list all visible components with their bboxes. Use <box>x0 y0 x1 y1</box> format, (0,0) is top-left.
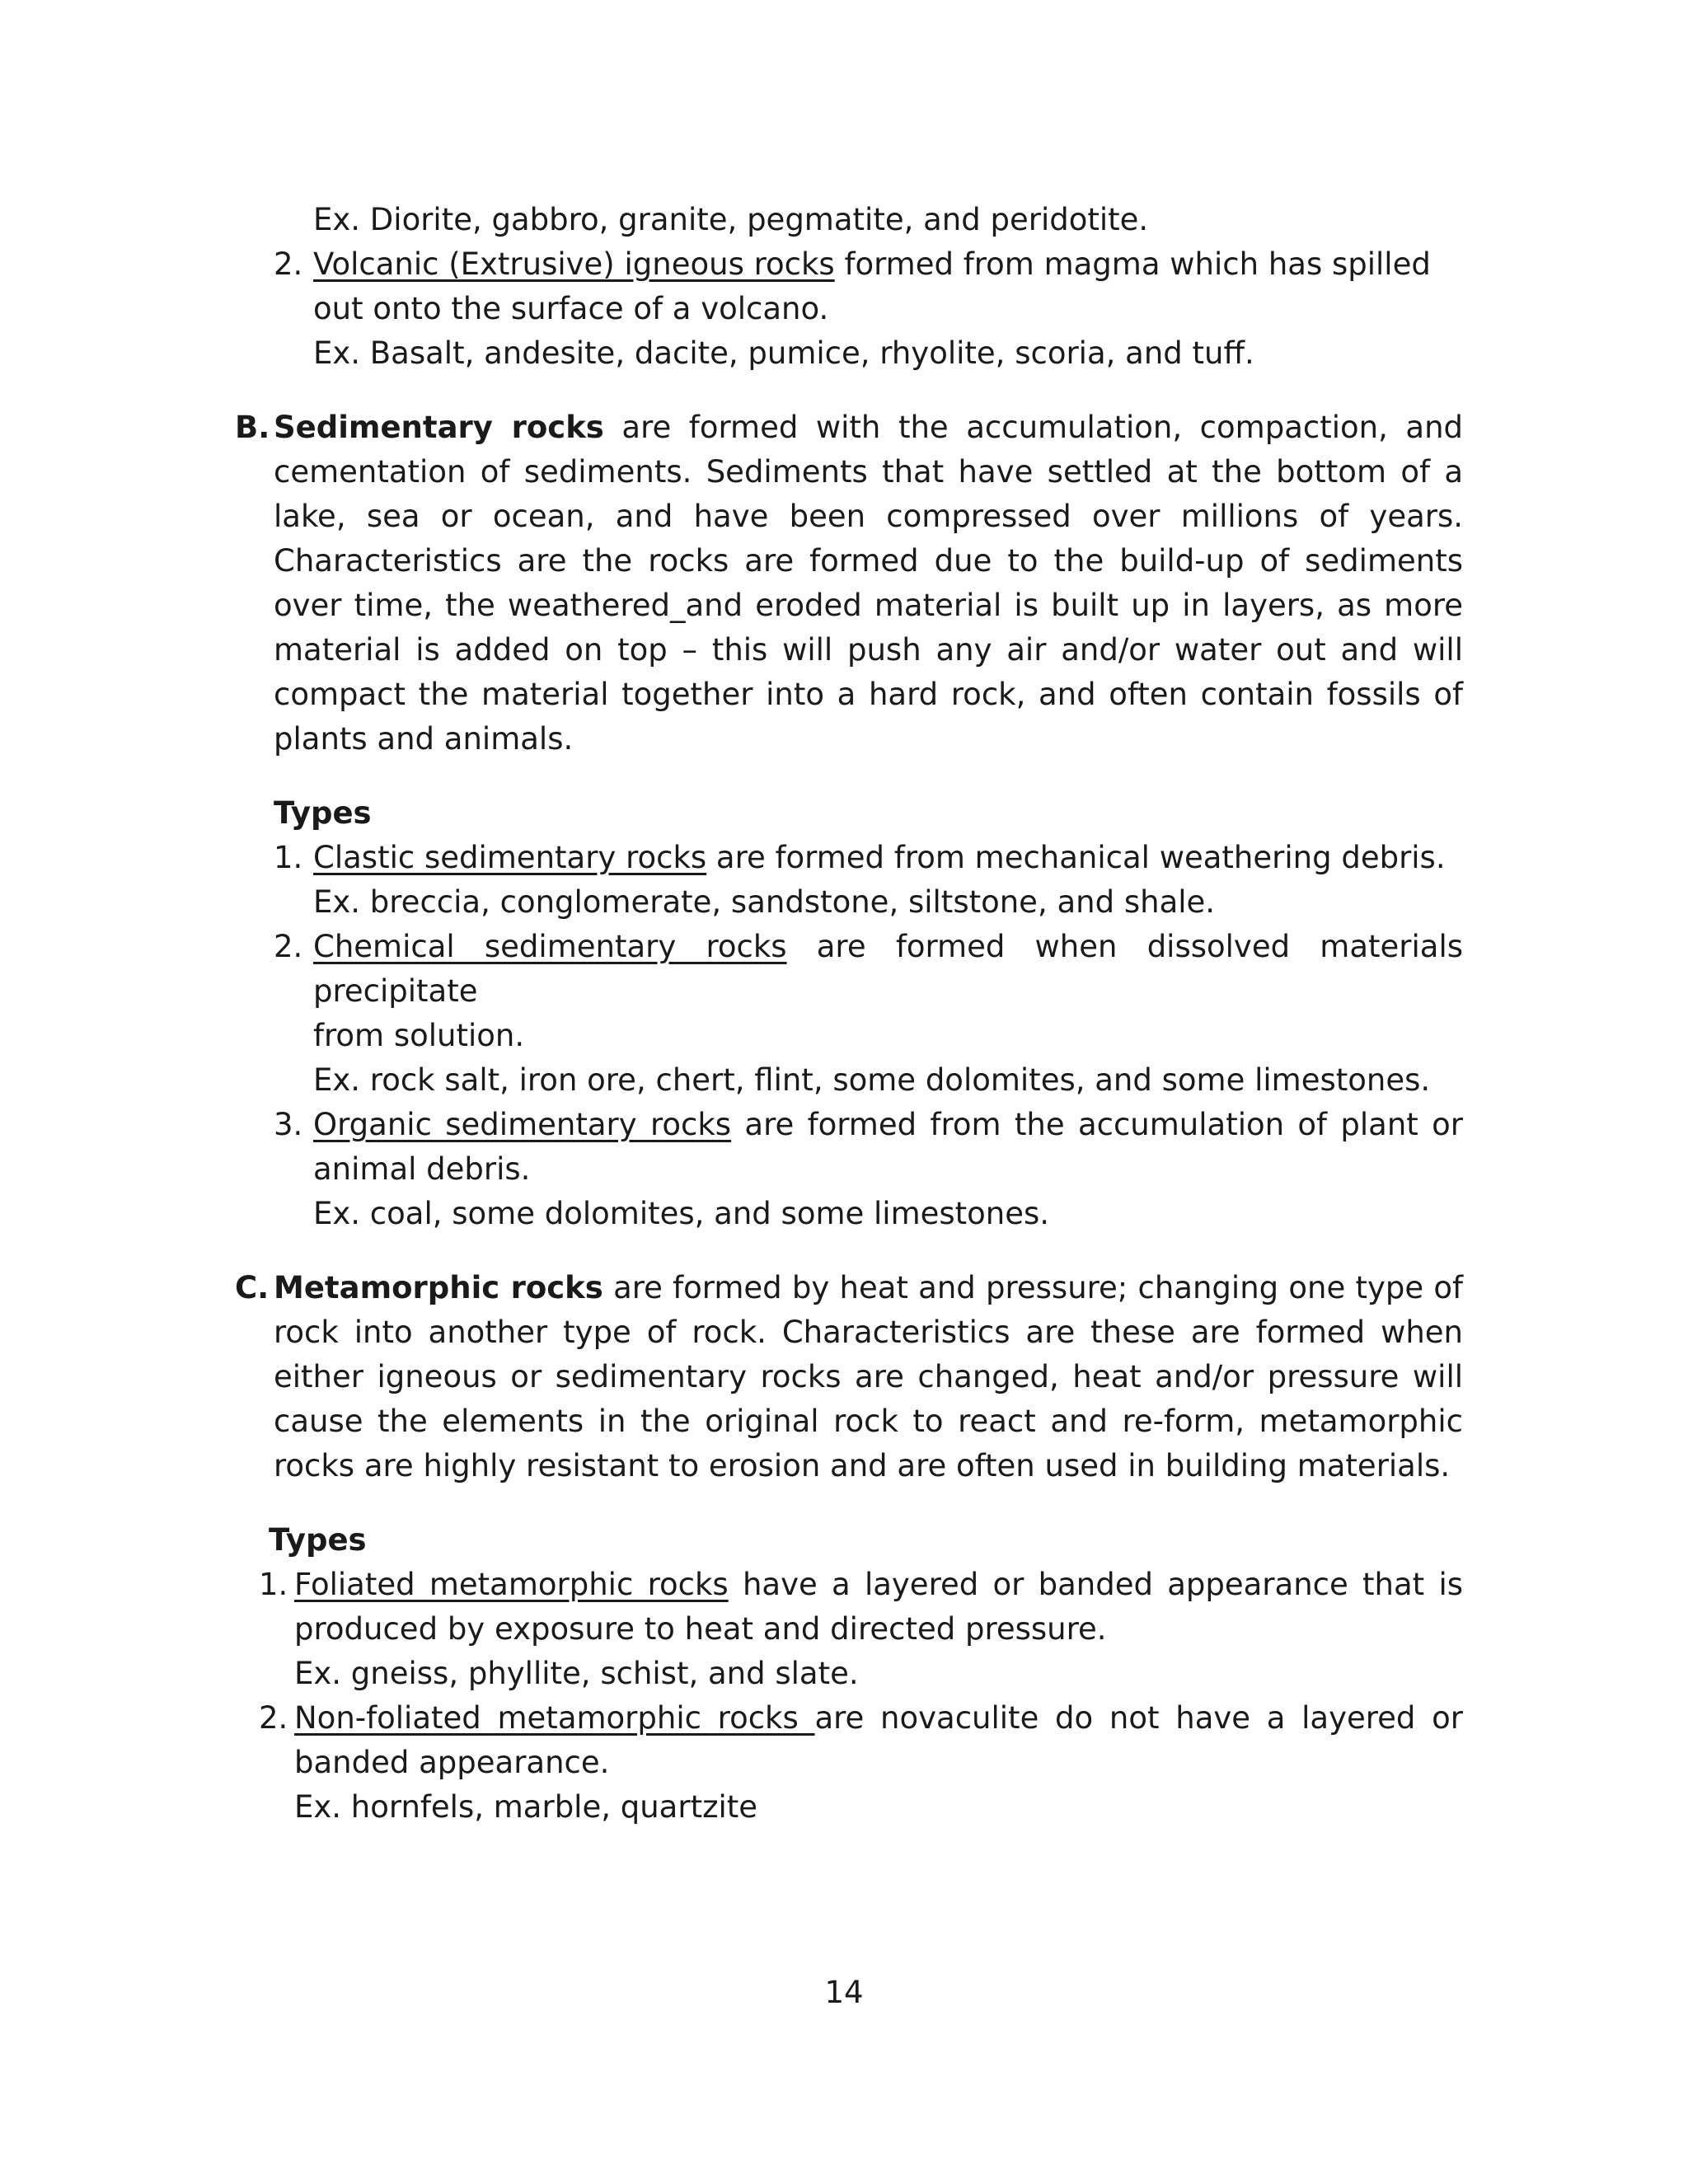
sedimentary-types-heading: Types <box>274 795 372 831</box>
paragraph-text: are formed by heat and pressure; changing one type of <box>603 1270 1464 1305</box>
sedimentary-paragraph-line-5: over time, the weathered_and eroded material is built up in layers, as more <box>274 588 1463 623</box>
term-organic-sedimentary: Organic sedimentary rocks <box>313 1107 732 1142</box>
item-text: have a layered or banded appearance that is <box>728 1567 1463 1602</box>
sedimentary-paragraph-line-2: cementation of sediments. Sediments that have settled at the bottom of a <box>274 454 1463 490</box>
item-text: are formed from the accumulation of plant or <box>731 1107 1464 1142</box>
term-non-foliated-metamorphic: Non-foliated metamorphic rocks <box>294 1700 815 1736</box>
page-number: 14 <box>824 1975 864 2010</box>
sedimentary-type-3 <box>235 1103 1463 1147</box>
sedimentary-paragraph-line-4: Characteristics are the rocks are formed due to the build-up of sediments <box>274 543 1463 579</box>
item-text: are formed when dissolved materials <box>786 929 1463 964</box>
metamorphic-paragraph-line-2: rock into another type of rock. Characteristics are these are formed when <box>274 1315 1463 1350</box>
igneous-intrusive-examples: Ex. Diorite, gabbro, granite, pegmatite, and peridotite. <box>313 202 1149 237</box>
igneous-extrusive-examples: Ex. Basalt, andesite, dacite, pumice, rhyolite, scoria, and tuff. <box>313 335 1254 371</box>
metamorphic-paragraph-line-4: cause the elements in the original rock to react and re-form, metamorphic <box>274 1404 1463 1439</box>
sedimentary-type-1 <box>235 836 1463 880</box>
metamorphic-types-heading: Types <box>269 1522 367 1558</box>
term-clastic-sedimentary: Clastic sedimentary rocks <box>313 840 707 875</box>
term-chemical-sedimentary: Chemical sedimentary rocks <box>313 929 787 964</box>
sedimentary-type-2 <box>235 925 1463 969</box>
list-number: 1. <box>259 1567 288 1602</box>
list-number: 2. <box>274 929 303 964</box>
list-number: 2. <box>259 1700 288 1736</box>
igneous-item-2-continued: out onto the surface of a volcano. <box>313 291 829 326</box>
list-number: 1. <box>274 840 303 875</box>
term-volcanic-igneous: Volcanic (Extrusive) igneous rocks <box>313 246 835 282</box>
sedimentary-paragraph-line-1 <box>235 405 1463 450</box>
section-label: C. <box>235 1270 270 1305</box>
section-label: B. <box>235 410 270 445</box>
metamorphic-type-2 <box>235 1696 1463 1741</box>
metamorphic-type-2-examples: Ex. hornfels, marble, quartzite <box>294 1789 758 1825</box>
sedimentary-type-2-line-3: from solution. <box>313 1018 525 1053</box>
list-number: 2. <box>274 246 303 282</box>
sedimentary-paragraph-line-7: compact the material together into a hard rock, and often contain fossils of <box>274 677 1463 712</box>
metamorphic-type-1-examples: Ex. gneiss, phyllite, schist, and slate. <box>294 1656 859 1691</box>
metamorphic-paragraph-line-3: either igneous or sedimentary rocks are changed, heat and/or pressure will <box>274 1359 1463 1394</box>
item-text: are formed from mechanical weathering debris. <box>706 840 1446 875</box>
metamorphic-type-1 <box>235 1563 1463 1607</box>
metamorphic-paragraph-line-5: rocks are highly resistant to erosion and are often used in building materials. <box>274 1448 1451 1483</box>
term-metamorphic-rocks: Metamorphic rocks <box>274 1270 603 1305</box>
paragraph-text: are formed with the accumulation, compaction, and <box>603 410 1464 445</box>
sedimentary-paragraph-line-3: lake, sea or ocean, and have been compressed over millions of years. <box>274 499 1463 534</box>
list-number: 3. <box>274 1107 303 1142</box>
sedimentary-type-2-line-2: precipitate <box>313 973 478 1009</box>
sedimentary-paragraph-line-8: plants and animals. <box>274 721 574 757</box>
item-text: are novaculite do not have a layered or <box>814 1700 1463 1736</box>
item-text: formed from magma which has spilled <box>834 246 1431 282</box>
sedimentary-type-1-examples: Ex. breccia, conglomerate, sandstone, siltstone, and shale. <box>313 884 1216 920</box>
page-content <box>235 198 1463 1830</box>
term-sedimentary-rocks: Sedimentary rocks <box>274 410 604 445</box>
sedimentary-type-3-examples: Ex. coal, some dolomites, and some limestones. <box>313 1196 1050 1231</box>
metamorphic-type-1-line-2: produced by exposure to heat and directed pressure. <box>294 1611 1107 1647</box>
sedimentary-type-2-examples: Ex. rock salt, iron ore, chert, flint, some dolomites, and some limestones. <box>313 1062 1431 1098</box>
igneous-item-2 <box>235 242 1463 287</box>
sedimentary-paragraph-line-6: material is added on top – this will push any air and/or water out and will <box>274 632 1463 668</box>
metamorphic-paragraph-line-1 <box>235 1266 1463 1310</box>
sedimentary-type-3-line-2: animal debris. <box>313 1151 531 1187</box>
metamorphic-type-2-line-2: banded appearance. <box>294 1745 610 1780</box>
term-foliated-metamorphic: Foliated metamorphic rocks <box>294 1567 729 1602</box>
